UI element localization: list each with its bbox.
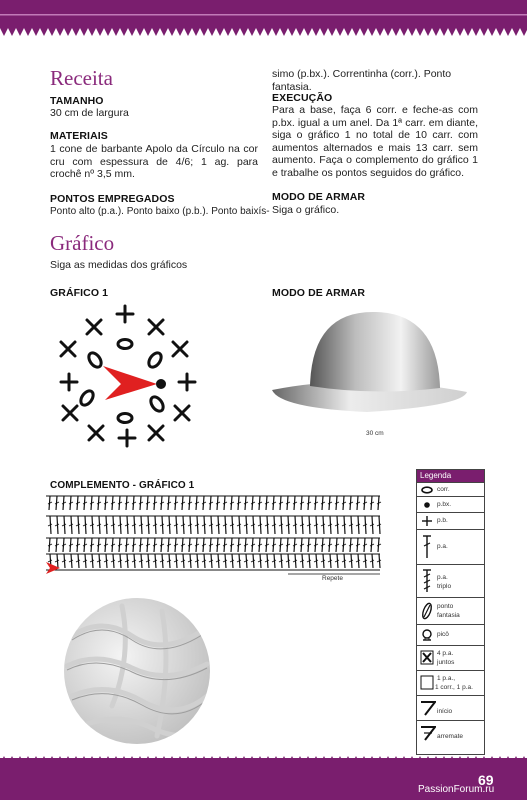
legend-item: corr. [417,482,484,496]
execution-heading: EXECUÇÃO [272,92,333,104]
complement-label: COMPLEMENTO - GRÁFICO 1 [50,480,195,491]
complement-chart [44,492,384,584]
crochet-circular-chart [45,300,205,450]
chart1-label: GRÁFICO 1 [50,287,109,299]
slip-dot-icon [420,501,434,509]
recipe-title: Receita [50,66,113,90]
chart-section-title: Gráfico [50,231,115,255]
start-arrow-icon [103,366,157,400]
chain-oval [118,414,132,423]
double-crochet-icon [420,534,434,560]
size-text: 30 cm de largura [50,107,129,119]
assembly-heading: MODO DE ARMAR [272,191,366,203]
execution-text: Para a base, faça 6 corr. e feche-as com p.bx. igual a um anel. Da 1ª carr. em diante, siga o gráfico 1 no total de 10 carr. com aumentos alternados e mais 13 carr. sem aumento. Faça o complemento do gráfico 1 e trabalhe os pontos seguidos do gráfico. [272,104,478,179]
fancy-stitch-icon [420,602,434,620]
assembly-diagram-label: MODO DE ARMAR [272,287,366,299]
chain-oval [148,395,165,414]
legend-item: 4 p.a. juntos [417,645,484,670]
chain-oval [146,351,163,370]
chart-note: Siga as medidas dos gráficos [50,259,188,271]
size-heading: TAMANHO [50,95,104,107]
watermark-text: PassionForum.ru [418,784,495,795]
stitches-text-2: simo (p.bx.). Correntinha (corr.). Ponto fantasia. [272,68,452,93]
legend-item: arremate [417,720,484,745]
hat-crown [310,312,440,392]
repeat-label: Repete [322,575,343,582]
chain-oval [78,389,95,408]
materials-heading: MATERIAIS [50,130,108,142]
stitch-cross [149,426,163,440]
legend-item: picô [417,624,484,645]
stitch-plus [117,306,133,322]
empty-box-icon [420,675,434,691]
cross-box-icon [420,649,434,667]
assembly-text: Siga o gráfico. [272,204,340,216]
stitch-plus [61,374,77,390]
picot-icon [420,629,434,641]
legend-item: p.bx. [417,496,484,512]
page-number: 69 [478,772,494,788]
slip-stitch-dot [156,379,166,389]
stitch-cross [61,342,75,356]
legend-item: p.a. [417,529,484,564]
legend-item: início [417,695,484,720]
single-plus-icon [420,516,434,526]
stitch-cross [87,320,101,334]
top-decorative-band [0,0,527,44]
legend-item: p.a. triplo [417,564,484,597]
legend-box [416,469,485,755]
legend-title: Legenda [417,470,484,482]
legend-item: ponto fantasia [417,597,484,624]
chain-oval [118,340,132,349]
stitch-cross [149,320,163,334]
bottom-zigzag [0,750,527,764]
stitch-cross [89,426,103,440]
hat-width-label: 30 cm [366,430,384,437]
materials-text: 1 cone de barbante Apolo da Círculo na cor cru com espessura de 4/6; 1 ag. para crochê nº 3,5 mm. [50,143,258,180]
stitch-cross [63,406,77,420]
start-icon [420,699,436,717]
crochet-sample-photo [62,596,212,746]
hat-assembly-diagram [262,300,477,440]
stitches-heading: PONTOS EMPREGADOS [50,193,175,205]
legend-item: p.b. [417,512,484,529]
stitches-text-1: Ponto alto (p.a.). Ponto baixo (p.b.). Ponto baixís- [50,206,270,217]
chain-oval-icon [420,486,434,494]
legend-item: 1 p.a., 1 corr., 1 p.a. [417,670,484,695]
stitch-cross [175,406,189,420]
stitch-cross [173,342,187,356]
stitch-plus [179,374,195,390]
stitch-plus [119,430,135,446]
triple-crochet-icon [420,568,434,594]
finish-icon [420,724,436,742]
chain-oval [86,351,103,370]
